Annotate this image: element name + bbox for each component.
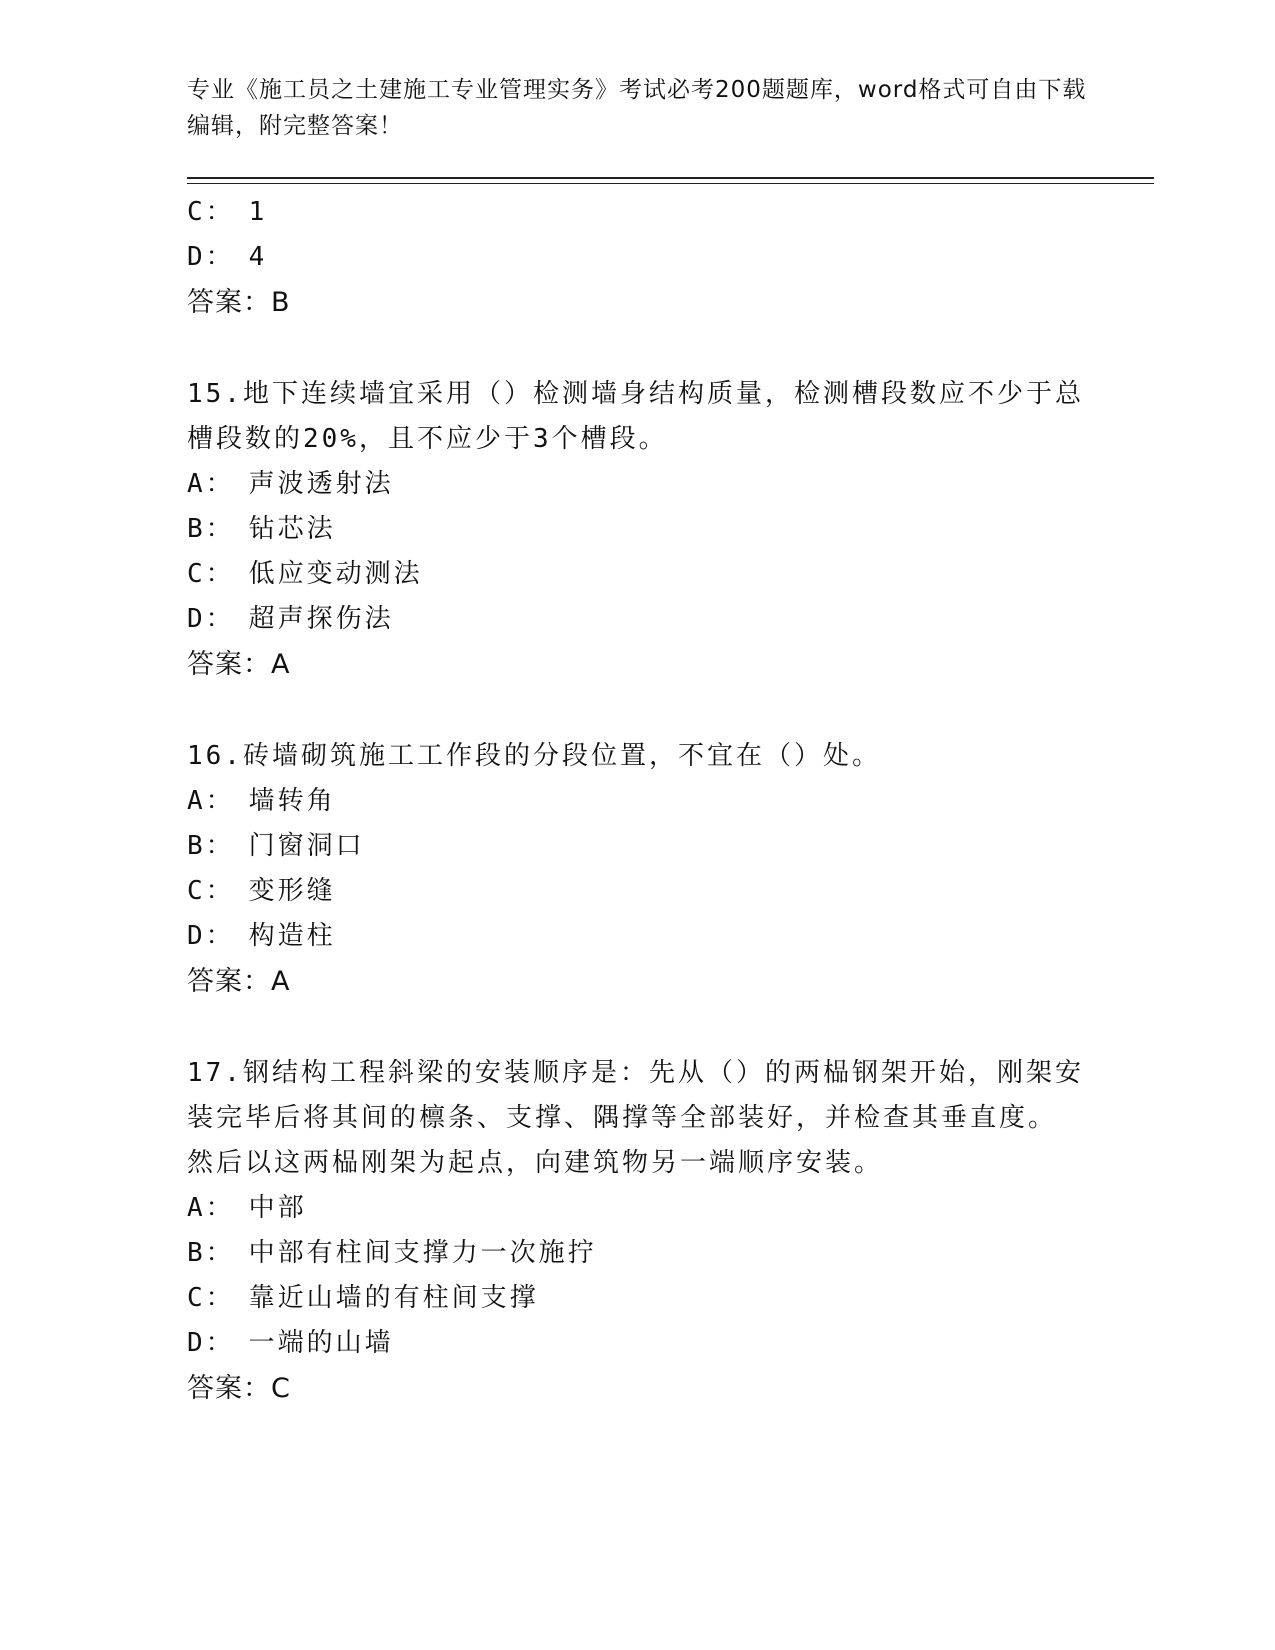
option-b: B： 钻芯法 xyxy=(187,514,336,544)
question-text-line: 然后以这两榀刚架为起点，向建筑物另一端顺序安装。 xyxy=(187,1148,884,1178)
question-text-line: 槽段数的20%，且不应少于3个槽段。 xyxy=(187,424,668,454)
document-header: 专业《施工员之土建施工专业管理实务》考试必考200题题库，word格式可自由下载编辑，附完整答案！ xyxy=(187,77,1087,139)
option-c: C： 1 xyxy=(187,197,268,227)
question-15 xyxy=(187,372,1087,687)
option-b: B： 门窗洞口 xyxy=(187,831,365,861)
answer-line: 答案：B xyxy=(187,287,291,318)
option-d: D： 构造柱 xyxy=(187,921,336,951)
option-d: D： 一端的山墙 xyxy=(187,1328,394,1358)
option-d: D： 超声探伤法 xyxy=(187,604,394,634)
question-text-line: 16.砖墙砌筑施工工作段的分段位置，不宜在（）处。 xyxy=(187,741,881,771)
question-16 xyxy=(187,734,1087,1004)
header-rule-thin xyxy=(187,183,1154,184)
option-a: A： 声波透射法 xyxy=(187,469,394,499)
prev-question-tail xyxy=(187,190,1087,325)
header-rule-thick xyxy=(187,177,1154,179)
option-a: A： 中部 xyxy=(187,1193,307,1223)
question-text-line: 装完毕后将其间的檩条、支撑、隅撑等全部装好，并检查其垂直度。 xyxy=(187,1103,1058,1133)
option-c: C： 变形缝 xyxy=(187,876,336,906)
answer-line: 答案：A xyxy=(187,966,291,997)
option-a: A： 墙转角 xyxy=(187,786,336,816)
option-c: C： 靠近山墙的有柱间支撑 xyxy=(187,1283,539,1313)
option-c: C： 低应变动测法 xyxy=(187,559,423,589)
question-17 xyxy=(187,1051,1087,1411)
question-text-line: 17.钢结构工程斜梁的安装顺序是：先从（）的两榀钢架开始，刚架安 xyxy=(187,1058,1084,1088)
question-text-line: 15.地下连续墙宜采用（）检测墙身结构质量，检测槽段数应不少于总 xyxy=(187,379,1084,409)
option-d: D： 4 xyxy=(187,242,268,272)
answer-line: 答案：C xyxy=(187,1373,291,1404)
answer-line: 答案：A xyxy=(187,649,291,680)
option-b: B： 中部有柱间支撑力一次施拧 xyxy=(187,1238,597,1268)
document-body xyxy=(187,190,1087,1411)
